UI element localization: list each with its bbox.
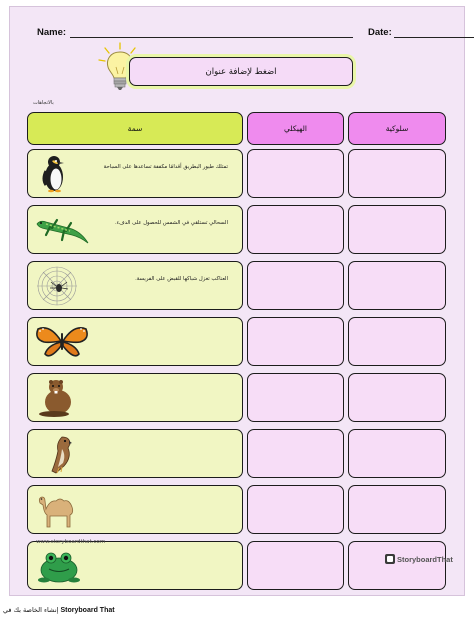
structural-cell-2[interactable] (247, 205, 344, 254)
structural-cell-3[interactable] (247, 261, 344, 310)
spider-web-icon (32, 265, 92, 306)
trait-text-2: السحالي تستلقي في الشمس للحصول على الدفء. (114, 220, 228, 226)
behavioral-cell-3[interactable] (348, 261, 446, 310)
hawk-icon (32, 433, 92, 474)
beaver-icon (32, 377, 92, 418)
trait-cell-4[interactable] (27, 317, 243, 366)
structural-cell-7[interactable] (247, 485, 344, 534)
behavioral-cell-5[interactable] (348, 373, 446, 422)
name-field-line[interactable] (70, 37, 353, 38)
name-label: Name: (37, 27, 67, 38)
direction-note: بالاتجاهات (33, 100, 54, 106)
storyboardthat-watermark-logo (385, 553, 455, 565)
footer-brand[interactable]: Storyboard That (60, 607, 115, 614)
structural-cell-1[interactable] (247, 149, 344, 198)
trait-cell-1[interactable] (27, 149, 243, 198)
structural-cell-8[interactable] (247, 541, 344, 590)
header-trait: سمة (27, 112, 243, 145)
behavioral-cell-7[interactable] (348, 485, 446, 534)
behavioral-cell-4[interactable] (348, 317, 446, 366)
trait-cell-3[interactable] (27, 261, 243, 310)
behavioral-cell-6[interactable] (348, 429, 446, 478)
footer-prefix: إنشاء الخاصة بك في (3, 606, 59, 614)
date-field-line[interactable] (394, 37, 474, 38)
trait-text-3: العناكب تغزل شباكها للقبض على الفريسة. (135, 276, 228, 282)
watermark-url: www.storyboardthat.com (36, 539, 106, 545)
trait-cell-7[interactable] (27, 485, 243, 534)
behavioral-cell-2[interactable] (348, 205, 446, 254)
trait-cell-2[interactable] (27, 205, 243, 254)
camel-icon (32, 489, 92, 530)
penguin-icon (32, 153, 92, 194)
header-structural: الهيكلي (247, 112, 344, 145)
structural-cell-5[interactable] (247, 373, 344, 422)
footer-credit[interactable] (3, 606, 115, 614)
header-behavioral: سلوكية (348, 112, 446, 145)
behavioral-cell-8[interactable] (348, 541, 446, 590)
trait-text-1: تمتلك طيور البطريق أقدامًا مكففة تساعدها على السباحة (103, 164, 228, 170)
trait-cell-6[interactable] (27, 429, 243, 478)
watermark-logo-text: StoryboardThat (397, 555, 453, 564)
frog-icon (32, 545, 92, 586)
date-label: Date: (368, 27, 392, 38)
structural-cell-4[interactable] (247, 317, 344, 366)
trait-cell-8[interactable] (27, 541, 243, 590)
behavioral-cell-1[interactable] (348, 149, 446, 198)
title-text[interactable]: اضغط لإضافة عنوان (129, 57, 353, 86)
name-date-row (37, 27, 450, 41)
trait-cell-5[interactable] (27, 373, 243, 422)
butterfly-icon (32, 321, 92, 362)
structural-cell-6[interactable] (247, 429, 344, 478)
title-box[interactable] (126, 54, 356, 89)
footer (0, 603, 474, 620)
lizard-icon (32, 209, 92, 250)
